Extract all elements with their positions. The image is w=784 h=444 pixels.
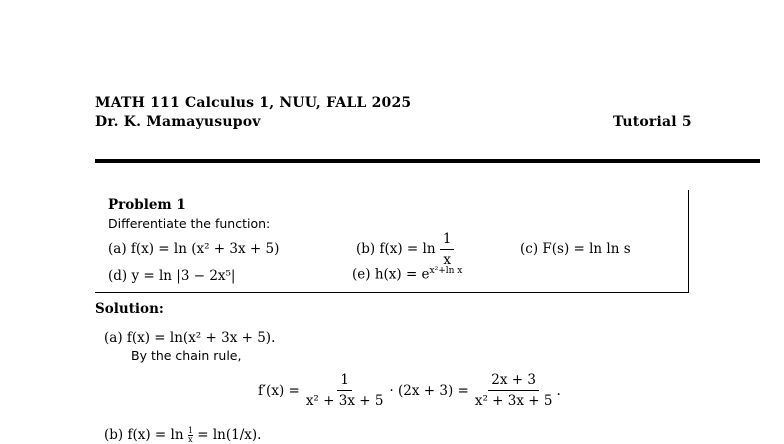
fraction-denominator: x xyxy=(188,435,193,444)
problem-box-bottom-border xyxy=(95,292,689,293)
problem-part-e-base: (e) h(x) = e xyxy=(352,266,430,283)
equation-lhs: f′(x) = xyxy=(258,382,300,399)
equation-middle: · (2x + 3) = xyxy=(389,382,469,399)
equation-fraction-1 xyxy=(303,371,387,410)
problem-instruction: Differentiate the function: xyxy=(108,216,271,231)
problem-part-a: (a) f(x) = ln (x² + 3x + 5) xyxy=(108,241,280,257)
fraction-numerator: 1 xyxy=(337,371,352,391)
fraction-denominator: x² + 3x + 5 xyxy=(305,393,384,409)
equation-period: . xyxy=(556,382,561,399)
solution-b-suffix: = ln(1/x). xyxy=(197,427,262,443)
problem-part-b-prefix: (b) f(x) = ln xyxy=(356,241,436,257)
solution-b-prefix: (b) f(x) = ln xyxy=(104,427,184,443)
header-rule xyxy=(95,159,760,163)
fraction-numerator: 2x + 3 xyxy=(488,371,539,391)
problem-box-right-border xyxy=(688,190,689,293)
solution-a-statement: (a) f(x) = ln(x² + 3x + 5). xyxy=(104,330,276,346)
problem-part-d: (d) y = ln |3 − 2x⁵| xyxy=(108,268,236,284)
course-title: MATH 111 Calculus 1, NUU, FALL 2025 xyxy=(95,95,412,111)
solution-b-small-fraction xyxy=(188,427,193,444)
problem-part-b xyxy=(356,230,454,269)
problem-part-b-fraction xyxy=(440,230,455,269)
problem-part-e xyxy=(352,266,462,283)
fraction-numerator: 1 xyxy=(440,230,455,250)
problem-part-c: (c) F(s) = ln ln s xyxy=(520,241,631,257)
problem-part-e-exponent: x²+ln x xyxy=(429,266,463,276)
instructor-name: Dr. K. Mamayusupov xyxy=(95,114,261,130)
fraction-numerator: 1 xyxy=(187,426,193,435)
solution-heading: Solution: xyxy=(95,301,164,317)
solution-a-note: By the chain rule, xyxy=(131,348,242,363)
solution-a-equation xyxy=(258,371,561,410)
fraction-denominator: x² + 3x + 5 xyxy=(474,393,553,409)
equation-fraction-2 xyxy=(472,371,556,410)
solution-b-statement xyxy=(104,427,261,444)
fraction-denominator: x xyxy=(443,252,451,268)
tutorial-label: Tutorial 5 xyxy=(613,114,692,130)
problem-title: Problem 1 xyxy=(108,197,186,213)
